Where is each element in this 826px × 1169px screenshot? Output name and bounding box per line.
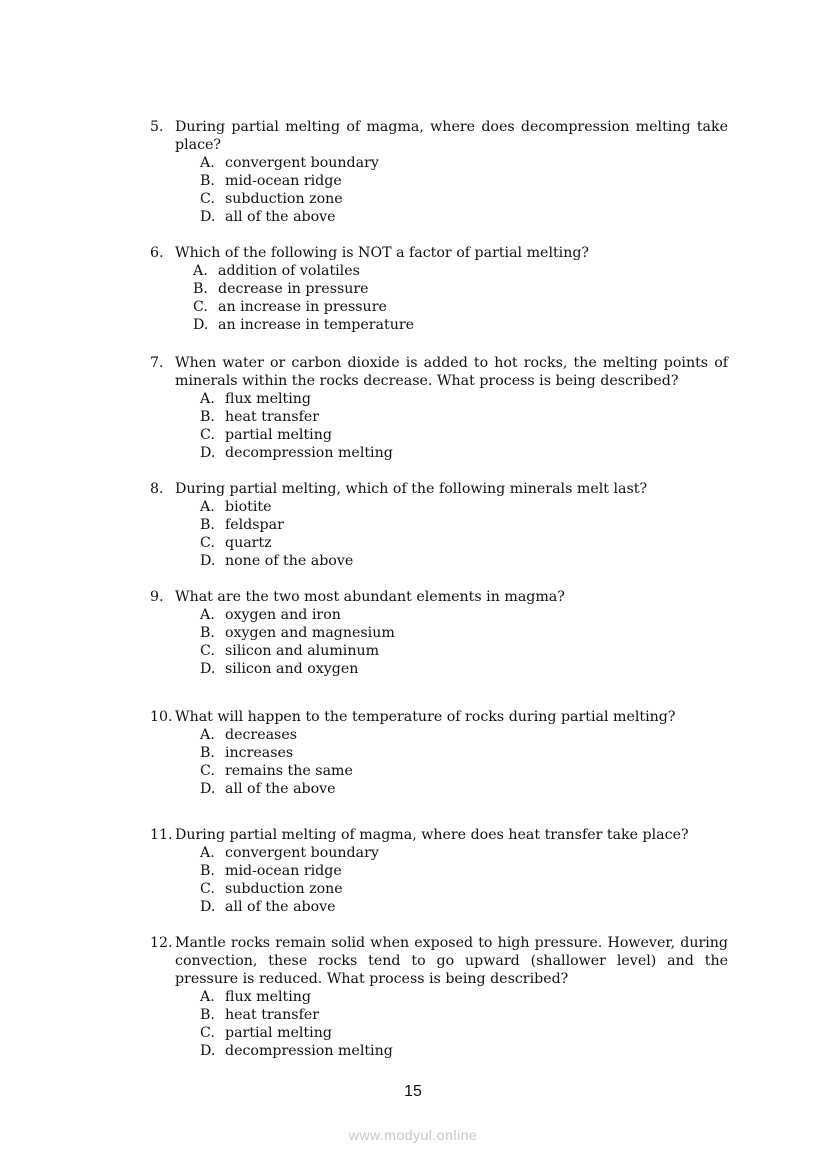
option-d: D. all of the above <box>200 781 336 797</box>
option-list <box>150 606 728 678</box>
option-d: D. decompression melting <box>200 445 393 461</box>
question-8 <box>150 480 728 570</box>
option-a: A. biotite <box>200 499 272 515</box>
option-c: C. subduction zone <box>200 191 343 207</box>
question-11 <box>150 826 728 916</box>
question-6 <box>150 244 728 334</box>
option-b: B. mid-ocean ridge <box>200 173 342 189</box>
question-number: 5. <box>150 119 164 135</box>
option-b: B. heat transfer <box>200 1007 319 1023</box>
option-d: D. all of the above <box>200 209 336 225</box>
option-c: C. subduction zone <box>200 881 343 897</box>
question-text: During partial melting of magma, where does heat transfer take place? <box>175 827 689 843</box>
question-text: When water or carbon dioxide is added to hot rocks, the melting points of minerals within the rocks decrease. What process is being described? <box>175 355 728 389</box>
question-10 <box>150 708 728 798</box>
question-12 <box>150 934 728 1060</box>
option-list <box>150 988 728 1060</box>
option-b: B. mid-ocean ridge <box>200 863 342 879</box>
question-number: 11. <box>150 827 173 843</box>
option-d: D. all of the above <box>200 899 336 915</box>
question-text: Mantle rocks remain solid when exposed to high pressure. However, during convection, these rocks tend to go upward (shallower level) and the pressure is reduced. What process is being described? <box>175 935 728 987</box>
option-a: A. convergent boundary <box>200 845 379 861</box>
watermark: www.modyul.online <box>348 1127 478 1143</box>
option-c: C. silicon and aluminum <box>200 643 380 659</box>
option-c: C. an increase in pressure <box>193 299 387 315</box>
question-text: Which of the following is NOT a factor of partial melting? <box>175 245 590 261</box>
question-9 <box>150 588 728 678</box>
option-a: A. decreases <box>200 727 298 743</box>
page-number: 15 <box>404 1083 422 1100</box>
option-c: C. partial melting <box>200 427 332 443</box>
option-list <box>150 498 728 570</box>
question-number: 6. <box>150 245 164 261</box>
option-c: C. quartz <box>200 535 272 551</box>
option-a: A. addition of volatiles <box>193 263 360 279</box>
option-list <box>150 154 728 226</box>
question-text: What are the two most abundant elements in magma? <box>175 589 565 605</box>
option-a: A. oxygen and iron <box>200 607 341 623</box>
option-b: B. oxygen and magnesium <box>200 625 395 641</box>
question-number: 10. <box>150 709 173 725</box>
option-b: B. heat transfer <box>200 409 319 425</box>
option-a: A. flux melting <box>200 391 311 407</box>
question-7 <box>150 354 728 462</box>
option-d: D. silicon and oxygen <box>200 661 359 677</box>
option-list <box>150 844 728 916</box>
question-text: During partial melting, which of the following minerals melt last? <box>175 481 648 497</box>
option-a: A. convergent boundary <box>200 155 379 171</box>
question-number: 9. <box>150 589 164 605</box>
option-a: A. flux melting <box>200 989 311 1005</box>
question-number: 8. <box>150 481 164 497</box>
option-c: C. remains the same <box>200 763 353 779</box>
option-list <box>150 390 728 462</box>
option-c: C. partial melting <box>200 1025 332 1041</box>
question-5 <box>150 118 728 226</box>
question-text: What will happen to the temperature of rocks during partial melting? <box>175 709 676 725</box>
option-b: B. decrease in pressure <box>193 281 369 297</box>
option-list <box>150 726 728 798</box>
option-list <box>150 262 728 334</box>
option-d: D. decompression melting <box>200 1043 393 1059</box>
question-number: 7. <box>150 355 164 371</box>
option-b: B. increases <box>200 745 294 761</box>
option-d: D. an increase in temperature <box>193 317 415 333</box>
question-text: During partial melting of magma, where does decompression melting take place? <box>175 119 728 153</box>
option-d: D. none of the above <box>200 553 354 569</box>
option-b: B. feldspar <box>200 517 284 533</box>
question-number: 12. <box>150 935 173 951</box>
